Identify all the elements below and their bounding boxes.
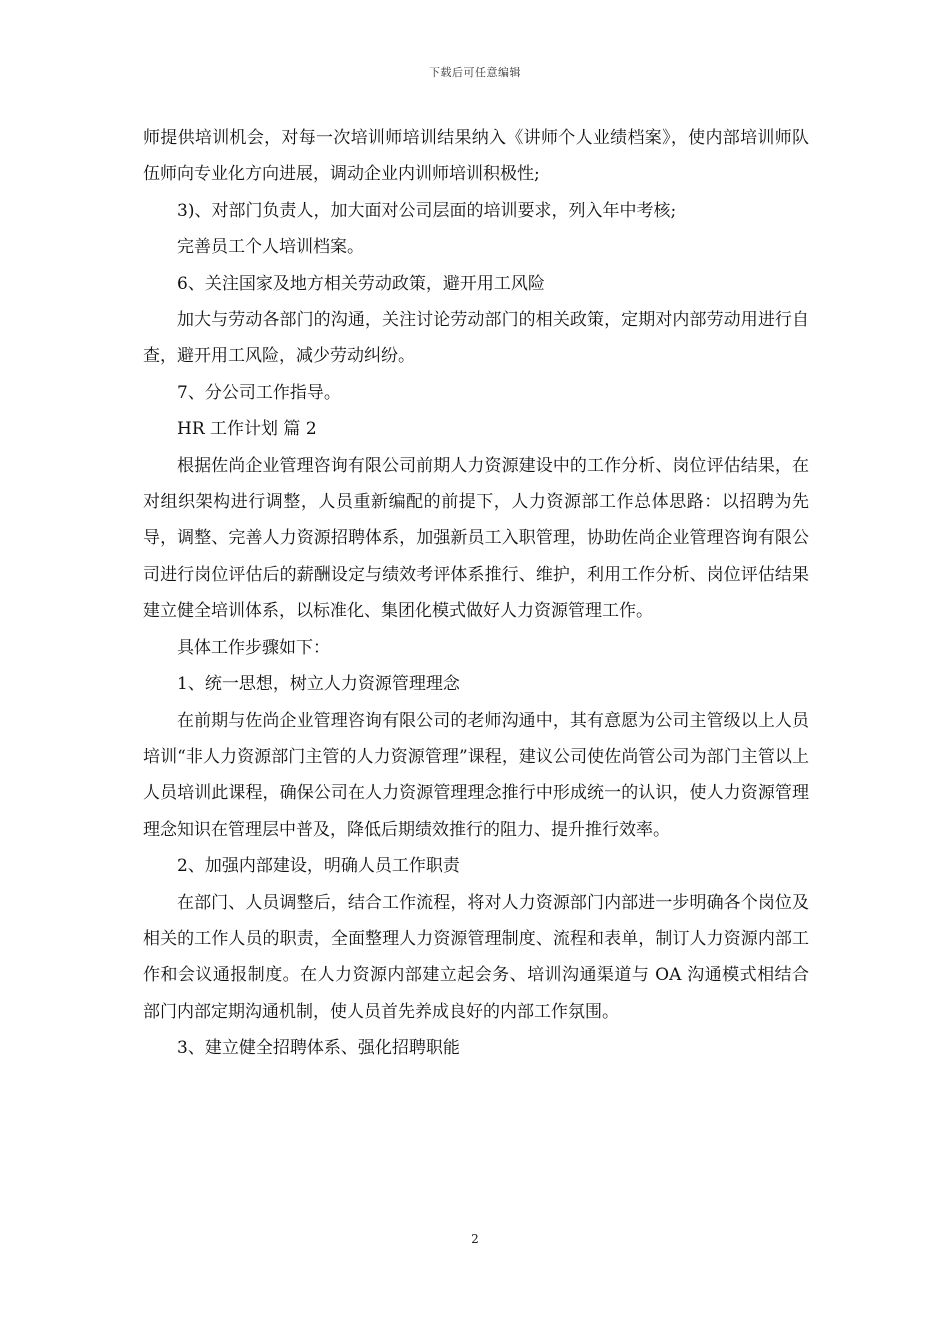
paragraph-2: 3)、对部门负责人，加大面对公司层面的培训要求，列入年中考核; — [177, 200, 677, 221]
paragraph-5: 加大与劳动各部门的沟通，关注讨论劳动部门的相关政策，定期对内部劳动用进行自查，避开用工风险，减少劳动纠纷。 — [143, 310, 809, 367]
section-heading-6: 6、关注国家及地方相关劳动政策，避开用工风险 — [177, 273, 545, 294]
paragraph-13: 在部门、人员调整后，结合工作流程，将对人力资源部门内部进一步明确各个岗位及相关的工作人员的职责，全面整理人力资源管理制度、流程和表单，制订人力资源内部工作和会议通报制度。在人力资源内部建立起会务、培训沟通渠道与 OA 沟通模式相结合部门内部定期沟通机制，使人员首先养成良好的内部工作氛围。 — [143, 892, 809, 1022]
paragraph-9: 具体工作步骤如下： — [177, 637, 330, 658]
paragraph-8: 根据佐尚企业管理咨询有限公司前期人力资源建设中的工作分析、岗位评估结果，在对组织架构进行调整，人员重新编配的前提下，人力资源部工作总体思路：以招聘为先导，调整、完善人力资源招聘体系，加强新员工入职管理，协助佐尚企业管理咨询有限公司进行岗位评估后的薪酬设定与绩效考评体系推行、维护，利用工作分析、岗位评估结果建立健全培训体系，以标准化、集团化模式做好人力资源管理工作。 — [143, 455, 809, 622]
section-heading-3: 3、建立健全招聘体系、强化招聘职能 — [177, 1038, 460, 1059]
page-number: 2 — [471, 1232, 479, 1246]
section-heading-1: 1、统一思想，树立人力资源管理理念 — [177, 674, 460, 695]
paragraph-11: 在前期与佐尚企业管理咨询有限公司的老师沟通中，其有意愿为公司主管级以上人员培训“非人力资源部门主管的人力资源管理”课程，建议公司使佐尚管公司为部门主管以上人员培训此课程，确保公司在人力资源管理理念推行中形成统一的认识，使人力资源管理理念知识在管理层中普及，降低后期绩效推行的阻力、提升推行效率。 — [143, 710, 809, 840]
document-body — [143, 120, 809, 1067]
section-heading-7: 7、分公司工作指导。 — [177, 382, 341, 403]
chapter-title: HR 工作计划 篇 2 — [177, 419, 317, 440]
page-header: 下载后可任意编辑 — [429, 66, 521, 79]
paragraph-3: 完善员工个人培训档案。 — [177, 237, 364, 258]
section-heading-2: 2、加强内部建设，明确人员工作职责 — [177, 856, 460, 877]
paragraph-1: 师提供培训机会，对每一次培训师培训结果纳入《讲师个人业绩档案》，使内部培训师队伍师向专业化方向进展，调动企业内训师培训积极性; — [143, 128, 809, 185]
